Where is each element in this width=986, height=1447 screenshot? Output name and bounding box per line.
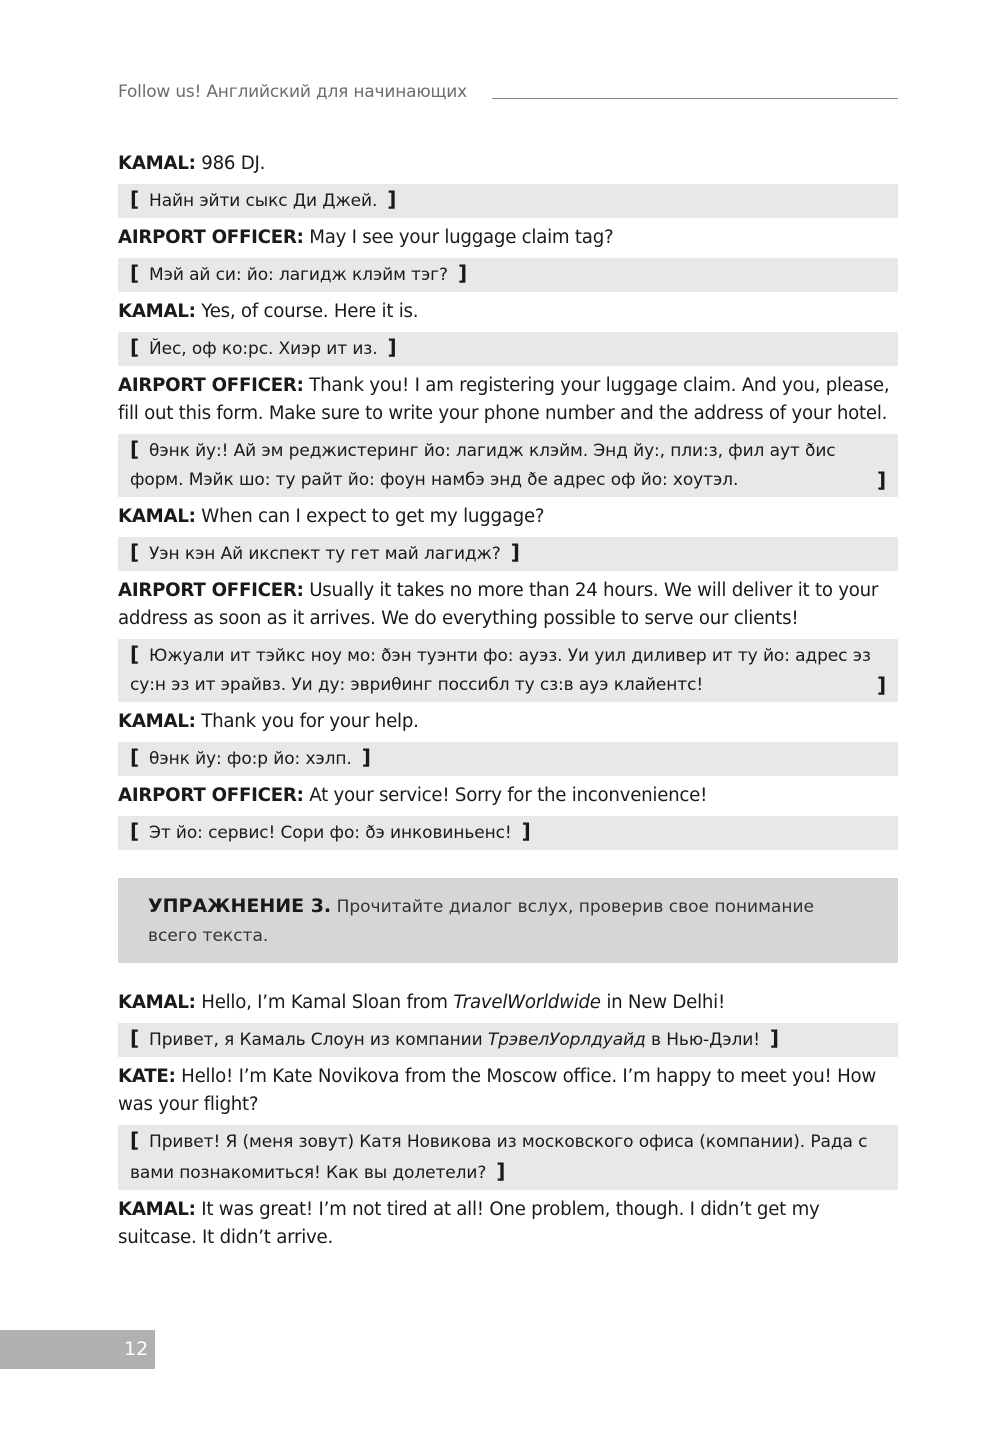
page-content [118,150,898,1258]
transcription-box [118,639,898,702]
close-bracket: ] [457,261,467,285]
line-text: When can I expect to get my luggage? [201,506,545,527]
dialog-line [118,298,898,326]
close-bracket: ] [876,673,886,697]
transcription-text: Эт йо: сервис! Сори фо: ðэ инковиньенс! [149,823,512,843]
exercise-box [118,878,898,963]
open-bracket: [ [130,187,140,211]
page-number: 12 [124,1338,149,1360]
speaker-label: AIRPORT OFFICER: [118,227,304,248]
speaker-label: AIRPORT OFFICER: [118,785,304,806]
speaker-label: KAMAL: [118,711,196,732]
open-bracket: [ [130,1026,140,1050]
transcription-text: Мэй ай си: йо: лагидж клэйм тэг? [149,265,448,285]
transcription-box [118,816,898,850]
line-text: Hello! I’m Kate Novikova from the Moscow office. I’m happy to meet you! How was your flight? [118,1066,877,1115]
open-bracket: [ [130,540,140,564]
open-bracket: [ [130,1128,140,1152]
line-text: 986 DJ. [201,153,266,174]
speaker-label: KAMAL: [118,301,196,322]
transcription-text: Йес, оф ко:рс. Хиэр ит из. [149,339,378,359]
close-bracket: ] [496,1159,506,1183]
transcription-box [118,434,898,497]
speaker-label: KAMAL: [118,153,196,174]
close-bracket: ] [876,468,886,492]
open-bracket: [ [130,745,140,769]
translation-text: Привет! Я (меня зовут) Катя Новикова из московского офиса (компании). Рада с вами познакомиться! Как вы долетели? [130,1132,868,1183]
transcription-box [118,1023,898,1057]
speaker-label: KATE: [118,1066,176,1087]
translation-text: Привет, я Камаль Слоун из компании [149,1030,483,1050]
speaker-label: AIRPORT OFFICER: [118,375,304,396]
transcription-text: Найн эйти сыкс Ди Джей. [149,191,378,211]
close-bracket: ] [521,819,531,843]
speaker-label: AIRPORT OFFICER: [118,580,304,601]
open-bracket: [ [130,642,140,666]
dialog-line [118,989,898,1017]
header-rule [492,98,898,99]
dialog-line [118,372,898,428]
close-bracket: ] [387,335,397,359]
speaker-label: KAMAL: [118,506,196,527]
transcription-text: Уэн кэн Ай икспект ту гет май лагидж? [149,544,501,564]
transcription-box [118,537,898,571]
company-name-ru: ТрэвелУорлдуайд [487,1030,646,1050]
close-bracket: ] [387,187,397,211]
line-text: Thank you for your help. [201,711,419,732]
open-bracket: [ [130,261,140,285]
dialog-line [118,708,898,736]
dialog-line [118,150,898,178]
line-text: Yes, of course. Here it is. [201,301,419,322]
transcription-box [118,258,898,292]
exercise-instruction: Прочитайте диалог вслух, проверив свое понимание всего текста. [148,897,814,946]
header-title: Follow us! Английский для начинающих [118,82,467,102]
dialog-line [118,782,898,810]
open-bracket: [ [130,819,140,843]
close-bracket: ] [510,540,520,564]
dialog-line [118,224,898,252]
exercise-title: УПРАЖНЕНИЕ 3. [148,895,332,917]
running-header [118,82,898,106]
line-text: Usually it takes no more than 24 hours. We will deliver it to your address as soon as it arrives. We do everything possible to serve our clients! [118,580,879,629]
page-number-tab [0,1330,155,1369]
speaker-label: KAMAL: [118,992,196,1013]
line-text: May I see your luggage claim tag? [309,227,614,248]
line-text: It was great! I’m not tired at all! One problem, though. I didn’t get my suitcase. It didn’t arrive. [118,1199,820,1248]
company-name: TravelWorldwide [453,992,601,1013]
close-bracket: ] [769,1026,779,1050]
dialog-line [118,577,898,633]
line-text-end: in New Delhi! [606,992,725,1013]
transcription-text: θэнк йу:! Ай эм реджистеринг йо: лагидж клэйм. Энд йу:, пли:з, фил аут ðис форм. Мэйк шо: ту райт йо: фоун намбэ энд ðе адрес оф йо: хоутэл. [130,441,836,490]
transcription-text: θэнк йу: фо:р йо: хэлп. [149,749,352,769]
open-bracket: [ [130,335,140,359]
open-bracket: [ [130,437,140,461]
line-text: Hello, I’m Kamal Sloan from [201,992,448,1013]
transcription-text: Южуали ит тэйкс ноу мо: ðэн туэнти фо: ауэз. Уи уил диливер ит ту йо: адрес эз су:н эз ит эрайвз. Уи ду: эвриθинг поссибл ту сз:в ауэ клайентс! [130,646,871,695]
speaker-label: KAMAL: [118,1199,196,1220]
dialog-line [118,1063,898,1119]
dialog-line [118,1196,898,1252]
transcription-box [118,184,898,218]
line-text: Thank you! I am registering your luggage claim. And you, please, fill out this form. Make sure to write your phone number and the address of your hotel. [118,375,890,424]
translation-text-end: в Нью-Дэли! [651,1030,760,1050]
close-bracket: ] [361,745,371,769]
transcription-box [118,1125,898,1190]
transcription-box [118,332,898,366]
line-text: At your service! Sorry for the inconvenience! [309,785,708,806]
dialog-line [118,503,898,531]
transcription-box [118,742,898,776]
